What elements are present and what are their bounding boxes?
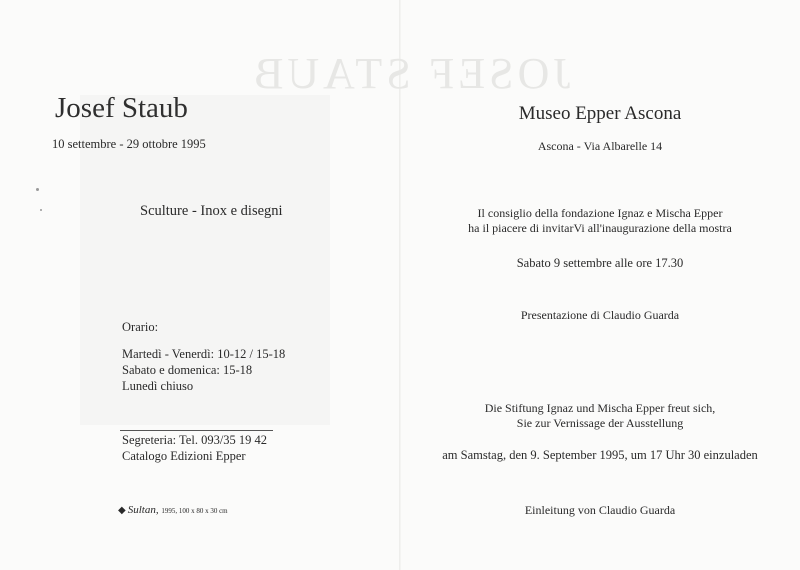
invitation-german	[400, 401, 800, 431]
invitation-italian	[400, 206, 800, 236]
invitation-line: ha il piacere di invitarVi all'inaugurazione della mostra	[468, 221, 732, 235]
paper-speck	[40, 209, 42, 211]
museum-name: Museo Epper Ascona	[518, 103, 682, 124]
divider-rule	[120, 430, 273, 431]
hours-line: Sabato e domenica: 15-18	[122, 363, 253, 377]
artwork-caption	[118, 504, 228, 516]
diamond-icon: ◆	[118, 505, 126, 516]
opening-hours	[122, 346, 285, 394]
artwork-details: 1995, 100 x 80 x 30 cm	[161, 507, 228, 515]
museum-address: Ascona - Via Albarelle 14	[537, 139, 663, 153]
artist-name: Josef Staub	[55, 92, 188, 124]
invitation-line: Die Stiftung Ignaz und Mischa Epper freut sich,	[484, 401, 716, 415]
hours-line: Lunedì chiuso	[122, 379, 194, 393]
hours-line: Martedì - Venerdì: 10-12 / 15-18	[122, 347, 286, 361]
hours-heading: Orario:	[122, 320, 159, 334]
invitation-line: Il consiglio della fondazione Ignaz e Mischa Epper	[477, 206, 723, 220]
invitation-line: Sie zur Vernissage der Ausstellung	[516, 416, 684, 430]
presentation-german: Einleitung von Claudio Guarda	[524, 503, 676, 517]
presentation-italian: Presentazione di Claudio Guarda	[520, 308, 680, 322]
opening-date-italian: Sabato 9 settembre alle ore 17.30	[516, 256, 684, 270]
exhibition-subtitle: Sculture - Inox e disegni	[140, 203, 283, 219]
exhibition-dates: 10 settembre - 29 ottobre 1995	[52, 137, 206, 151]
contact-line: Catalogo Edizioni Epper	[122, 449, 246, 463]
opening-date-german: am Samstag, den 9. September 1995, um 17 Uhr 30 einzuladen	[442, 448, 758, 462]
contact-info	[122, 432, 267, 464]
contact-line: Segreteria: Tel. 093/35 19 42	[122, 433, 268, 447]
right-panel	[400, 0, 800, 570]
show-through-text: JOSEF STAUB	[250, 49, 571, 98]
paper-speck	[36, 188, 39, 191]
artwork-title: Sultan,	[127, 504, 159, 516]
